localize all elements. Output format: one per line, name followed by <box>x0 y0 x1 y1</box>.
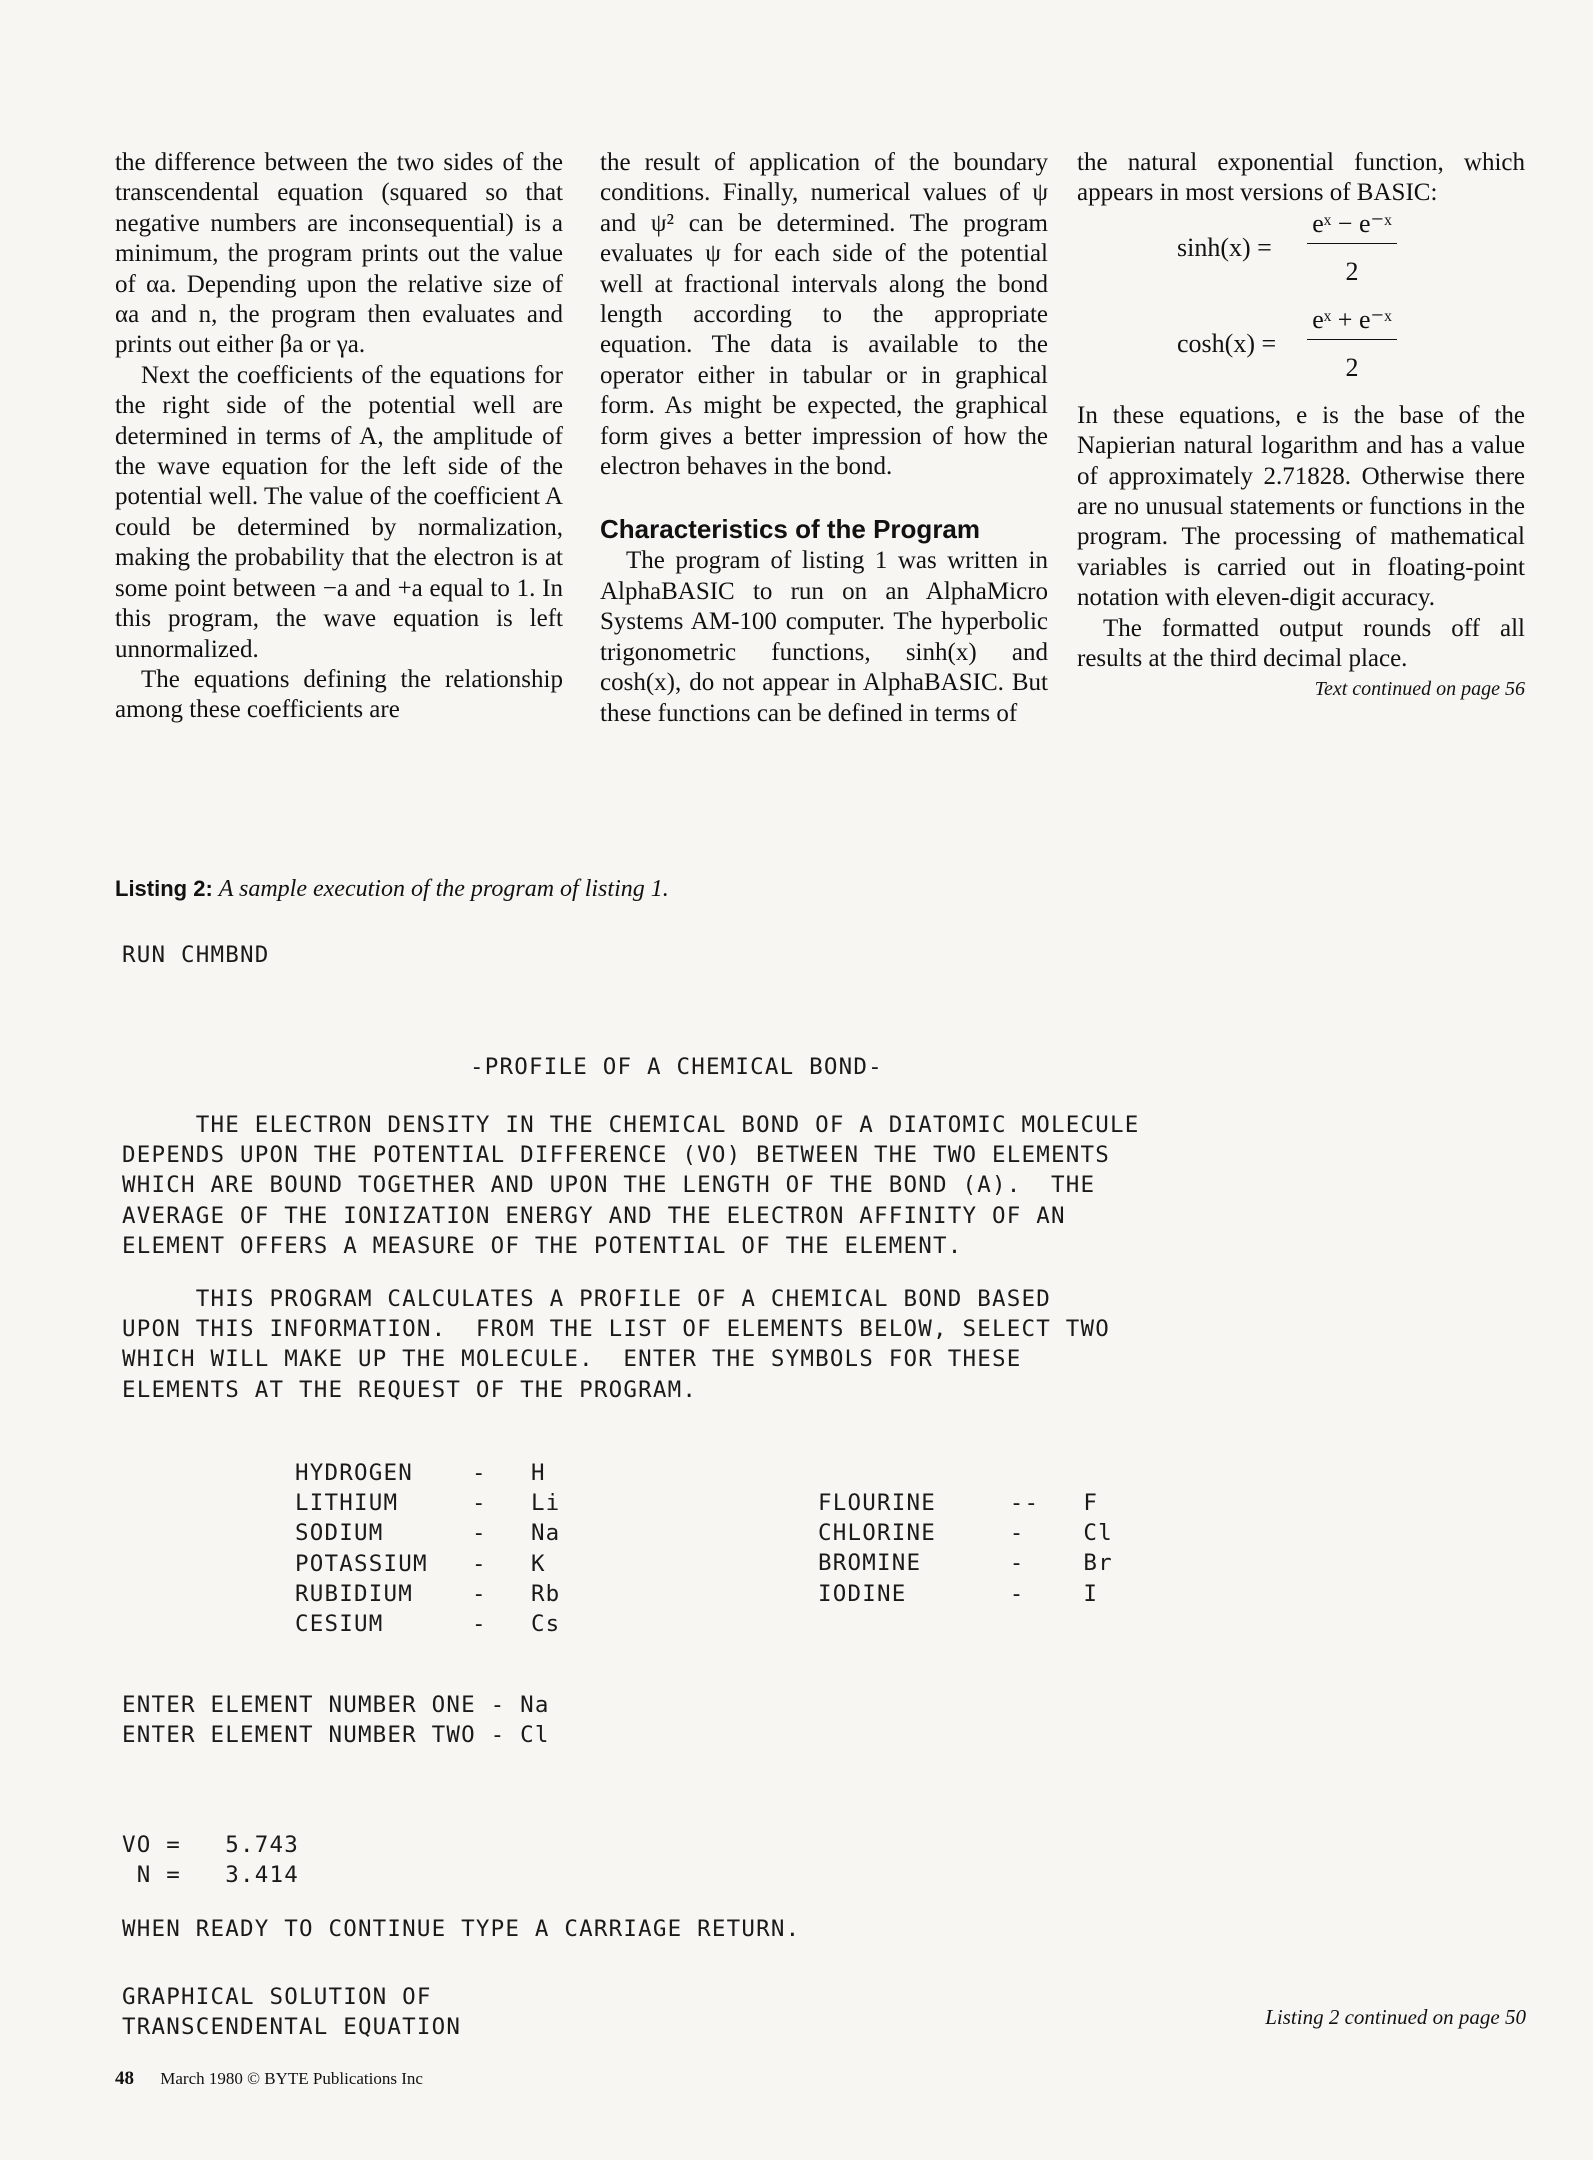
cosh-lhs: cosh(x) = <box>1177 328 1277 358</box>
listing-caption <box>115 876 669 903</box>
article-column-3 <box>1077 148 1525 705</box>
graphical-solution-heading: GRAPHICAL SOLUTION OF TRANSCENDENTAL EQUATION <box>122 1984 462 2041</box>
profile-title: -PROFILE OF A CHEMICAL BOND- <box>470 1054 883 1080</box>
sinh-numerator: eˣ − e⁻ˣ <box>1307 209 1397 244</box>
section-heading: Characteristics of the Program <box>600 514 981 545</box>
col2-paragraph-2: The program of listing 1 was written in AlphaBASIC to run on an AlphaMicro Systems AM-100 computer. The hyperbolic trigonometric functions, sinh(x) and cosh(x), do not appear in AlphaBASIC. But these functions can be defined in terms of <box>600 547 1048 727</box>
page-number: 48 <box>115 2068 134 2089</box>
col3-paragraph-1: the natural exponential function, which appears in most versions of BASIC: <box>1077 149 1525 207</box>
listing-paragraph-1: THE ELECTRON DENSITY IN THE CHEMICAL BOND OF A DIATOMIC MOLECULE DEPENDS UPON THE POTENTIAL DIFFERENCE (VO) BETWEEN THE TWO ELEMENTS WHICH ARE BOUND TOGETHER AND UPON THE LENGTH OF THE BOND (A). THE AVERAGE OF THE IONIZATION ENERGY AND THE ELECTRON AFFINITY OF AN ELEMENT OFFERS A MEASURE OF THE POTENTIAL OF THE ELEMENT. <box>122 1112 1140 1259</box>
col1-paragraph-3: The equations defining the relationship among these coefficients are <box>115 665 563 724</box>
footer-credit: March 1980 © BYTE Publications Inc <box>160 2069 423 2088</box>
element-list-left: HYDROGEN - H LITHIUM - Li SODIUM - Na POTASSIUM - K RUBIDIUM - Rb CESIUM - Cs <box>295 1460 561 1638</box>
element-entry-lines: ENTER ELEMENT NUMBER ONE - Na ENTER ELEMENT NUMBER TWO - Cl <box>122 1692 550 1749</box>
continue-prompt: WHEN READY TO CONTINUE TYPE A CARRIAGE RETURN. <box>122 1916 801 1942</box>
sinh-equation <box>1077 209 1525 305</box>
col1-paragraph-2: Next the coefficients of the equations for the right side of the potential well are determined in terms of A, the amplitude of the wave equation for the left side of the potential well. The value of the coefficient A could be determined by normalization, making the probability that the electron is at some point between −a and +a equal to 1. In this program, the wave equation is left unnormalized. <box>115 361 563 663</box>
cosh-equation <box>1077 305 1525 401</box>
element-list-right: FLOURINE -- F CHLORINE - Cl BROMINE - Br IODINE - I <box>818 1490 1113 1607</box>
listing-paragraph-2: THIS PROGRAM CALCULATES A PROFILE OF A CHEMICAL BOND BASED UPON THIS INFORMATION. FROM THE LIST OF ELEMENTS BELOW, SELECT TWO WHICH WILL MAKE UP THE MOLECULE. ENTER THE SYMBOLS FOR THESE ELEMENTS AT THE REQUEST OF THE PROGRAM. <box>122 1286 1110 1403</box>
cosh-numerator: eˣ + e⁻ˣ <box>1307 305 1397 340</box>
listing-caption-label: Listing 2: <box>115 876 213 901</box>
listing-continued-note: Listing 2 continued on page 50 <box>1265 2005 1526 2029</box>
sinh-denominator: 2 <box>1345 256 1359 286</box>
text-continued-note: Text continued on page 56 <box>1314 678 1525 701</box>
page-footer <box>115 2068 423 2090</box>
col3-paragraph-2: In these equations, e is the base of the Napierian natural logarithm and has a value of approximately 2.71828. Otherwise there are no unusual statements or functions in the program. The processing of mathematical variables is carried out in floating-point notation with eleven-digit accuracy. <box>1077 401 1525 612</box>
run-command: RUN CHMBND <box>122 942 270 968</box>
cosh-denominator: 2 <box>1345 352 1359 382</box>
article-column-2 <box>600 148 1048 729</box>
col1-paragraph-1: the difference between the two sides of the transcendental equation (squared so that negative numbers are inconsequential) is a minimum, the program prints out the value of αa. Depending upon the relative size of αa and n, the program then evaluates and prints out either βa or γa. <box>115 149 563 359</box>
col2-paragraph-1: the result of application of the boundary conditions. Finally, numerical values of ψ and ψ² can be determined. The program evaluates ψ for each side of the potential well at fractional intervals along the bond length according to the appropriate equation. The data is available to the operator either in tabular or in graphical form. As might be expected, the graphical form gives a better impression of how the electron behaves in the bond. <box>600 149 1048 481</box>
article-column-1 <box>115 148 563 726</box>
listing-caption-text: A sample execution of the program of listing 1. <box>218 876 669 902</box>
result-values: VO = 5.743 N = 3.414 <box>122 1832 299 1889</box>
col3-paragraph-3: The formatted output rounds off all results at the third decimal place. <box>1077 614 1525 673</box>
sinh-lhs: sinh(x) = <box>1177 232 1272 262</box>
